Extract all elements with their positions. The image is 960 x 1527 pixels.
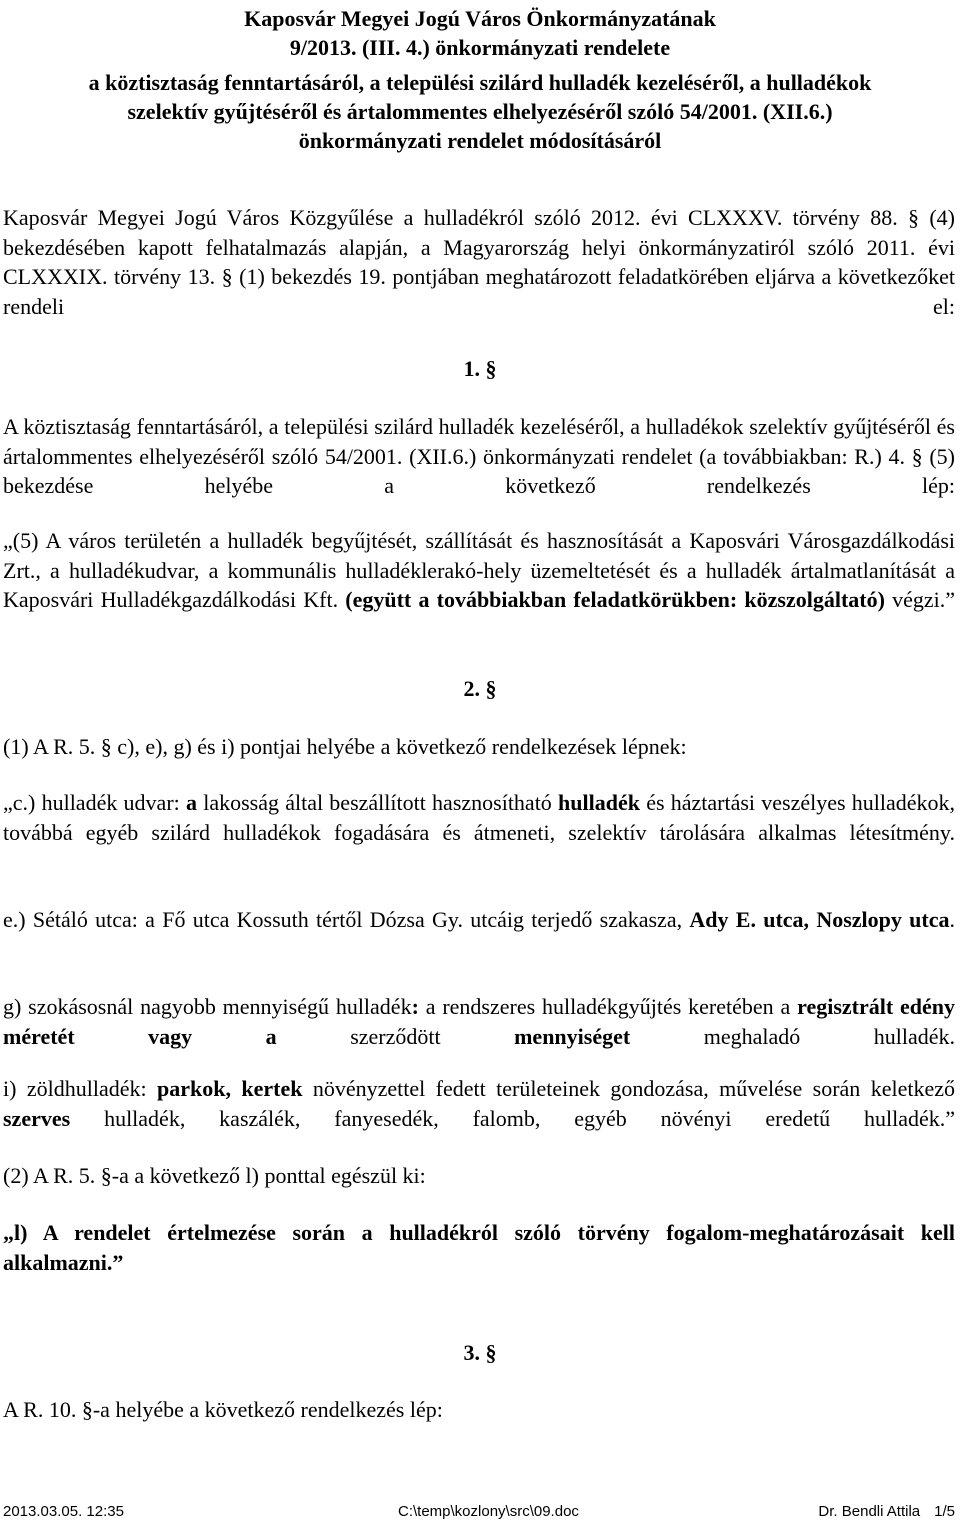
subject-line-1: a köztisztaság fenntartásáról, a települési szilárd hulladék kezeléséről, a hulladékok bbox=[88, 70, 872, 95]
section-3-heading: 3. § bbox=[463, 1340, 497, 1365]
definition-i-bold-2: szerves bbox=[3, 1105, 71, 1131]
footer-author-page bbox=[818, 1502, 955, 1522]
document-subject bbox=[0, 68, 960, 155]
footer-page-number: 1/5 bbox=[934, 1503, 955, 1520]
definition-g-text-3: szerződött bbox=[350, 1023, 441, 1049]
section-2-intro-1: (1) A R. 5. § c), e), g) és i) pontjai helyébe a következő rendelkezések lépnek: bbox=[3, 734, 687, 759]
definition-g-text-2: a rendszeres hulladékgyűjtés keretében a bbox=[425, 994, 791, 1019]
section-2-heading: 2. § bbox=[463, 676, 497, 701]
section-3-intro: A R. 10. §-a helyébe a következő rendelkezés lép: bbox=[3, 1397, 443, 1422]
definition-i-text-2: növényzettel fedett területeinek gondozása, művelése során keletkező bbox=[312, 1076, 955, 1101]
definition-c-bold-2: hulladék bbox=[558, 790, 640, 815]
definition-g-text-1: g) szokásosnál nagyobb mennyiségű hulladék bbox=[3, 994, 412, 1019]
title-line-2: 9/2013. (III. 4.) önkormányzati rendelete bbox=[289, 35, 671, 60]
definition-g-text-4: meghaladó hulladék. bbox=[703, 1023, 956, 1049]
footer-date: 2013.03.05. 12:35 bbox=[3, 1503, 124, 1520]
quote-bold: (együtt a továbbiakban feladatkörükben: közszolgáltató) bbox=[345, 587, 885, 612]
definition-i-bold-1: parkok, kertek bbox=[157, 1076, 303, 1101]
section-2-intro-2: (2) A R. 5. §-a a következő l) ponttal egészül ki: bbox=[3, 1163, 426, 1188]
definition-c-bold-1: a bbox=[186, 790, 197, 815]
footer-author: Dr. Bendli Attila bbox=[818, 1503, 921, 1520]
definition-i-text-1: i) zöldhulladék: bbox=[3, 1076, 147, 1101]
definition-i bbox=[3, 1074, 955, 1163]
preamble-paragraph: Kaposvár Megyei Jogú Város Közgyűlése a hulladékról szóló 2012. évi CLXXXV. törvény 88. § (4) bekezdésében kapott felhatalmazás alapján, a Magyarország helyi önkormányzatiról szóló 2011. évi CLXXXIX. törvény 13. § (1) bekezdés 19. pontjában meghatározott feladatkörében eljárva a következőket rendeli el: bbox=[3, 205, 955, 319]
section-1-quote bbox=[3, 526, 955, 644]
definition-g-bold-2: regisztrált edény méretét vagy a bbox=[3, 994, 956, 1049]
document-title bbox=[0, 4, 960, 62]
definition-e bbox=[3, 905, 955, 964]
definition-g bbox=[3, 992, 955, 1081]
definition-g-bold-1: : bbox=[411, 994, 419, 1019]
definition-c-text-3: és háztartási veszélyes hulladékok, továbbá egyéb szilárd hulladékok fogadására és átmeneti, szelektív tárolására alkalmas létesítmény. bbox=[3, 790, 956, 845]
section-1-heading: 1. § bbox=[463, 356, 497, 381]
definition-e-text-1: e.) Sétáló utca: a Fő utca Kossuth tértől Dózsa Gy. utcáig terjedő szakasza, bbox=[3, 907, 683, 932]
definition-e-bold: Ady E. utca, Noszlopy utca bbox=[689, 907, 950, 932]
quote-text-1: „(5) A város területén a hulladék begyűjtését, szállítását és hasznosítását a Kaposvári Városgazdálkodási Zrt., a hulladékudvar, a kommunális hulladéklerakó-hely üzemeltetését és a hulladék ártalmatlanítását a Kaposvári Hulladékgazdálkodási Kft. bbox=[3, 528, 955, 612]
section-1-intro: A köztisztaság fenntartásáról, a települési szilárd hulladék kezeléséről, a hulladékok szelektív gyűjtéséről és ártalommentes elhelyezéséről szóló 54/2001. (XII.6.) önkormányzati rendelet (a továbbiakban: R.) 4. § (5) bekezdése helyébe a következő rendelkezés lép: bbox=[3, 414, 955, 498]
definition-e-text-2: . bbox=[949, 907, 955, 932]
definition-l: „l) A rendelet értelmezése során a hulladékról szóló törvény fogalom-meghatározásait kell alkalmazni.” bbox=[3, 1220, 955, 1275]
subject-line-3: önkormányzati rendelet módosításáról bbox=[298, 128, 662, 153]
quote-text-2: végzi.” bbox=[892, 587, 956, 612]
definition-c bbox=[3, 788, 955, 877]
definition-c-text-2: lakosság által beszállított hasznosítható bbox=[203, 790, 552, 815]
footer-file-path: C:\temp\kozlony\src\09.doc bbox=[398, 1503, 579, 1520]
definition-c-text-1: „c.) hulladék udvar: bbox=[3, 790, 180, 815]
definition-g-bold-3: mennyiséget bbox=[514, 1023, 631, 1049]
definition-i-text-3: hulladék, kaszálék, fanyesedék, falomb, egyéb növényi eredetű hulladék.” bbox=[104, 1105, 956, 1131]
subject-line-2: szelektív gyűjtéséről és ártalommentes elhelyezéséről szóló 54/2001. (XII.6.) bbox=[127, 99, 833, 124]
title-line-1: Kaposvár Megyei Jogú Város Önkormányzatának bbox=[244, 6, 716, 31]
